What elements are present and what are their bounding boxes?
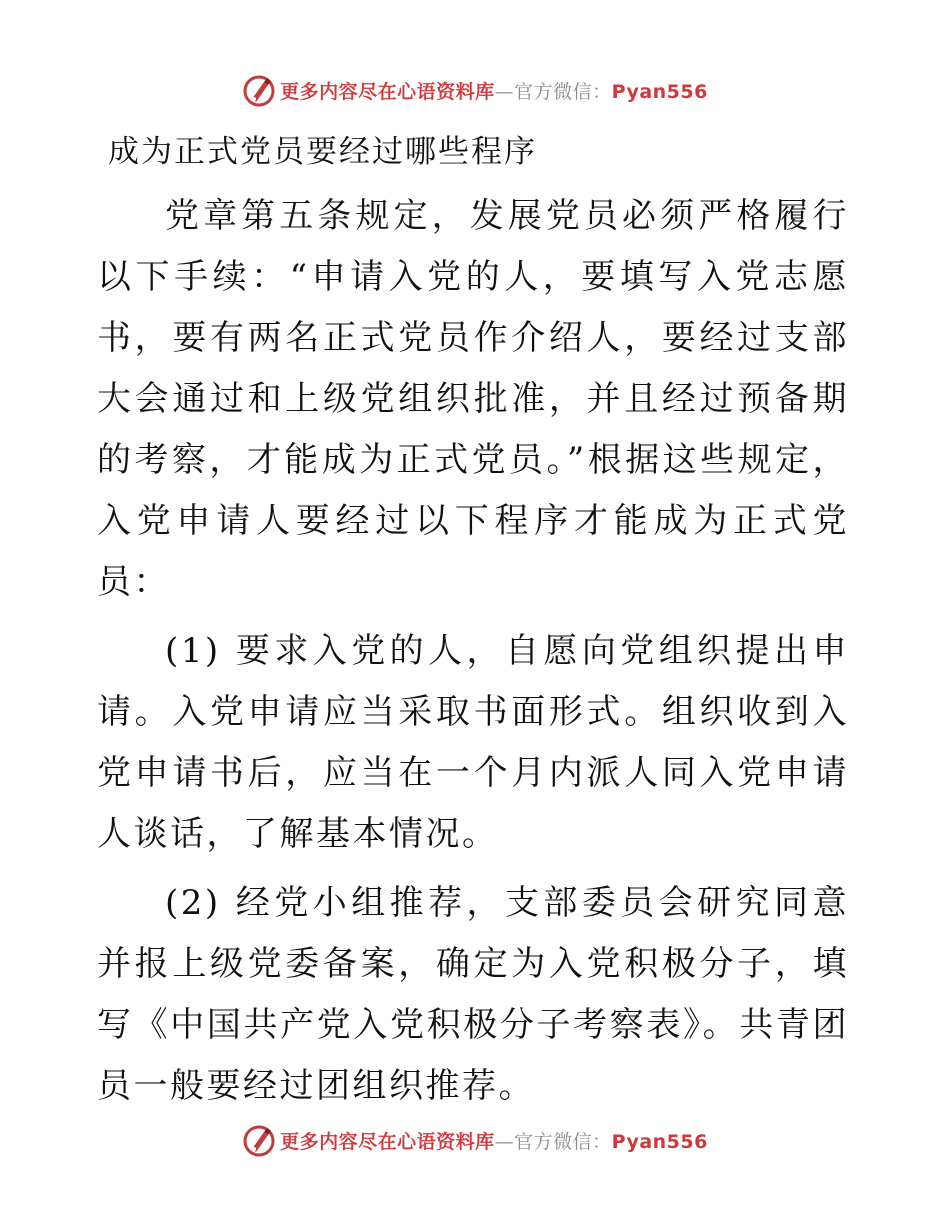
document-body: [97, 186, 849, 1125]
header-wechat-id: Pyan556: [611, 80, 708, 103]
footer-banner: [0, 1120, 950, 1160]
footer-wechat-label: 官方微信：: [514, 1130, 612, 1153]
paragraph-step-1: (1) 要求入党的人，自愿向党组织提出申请。入党申请应当采取书面形式。组织收到入党申请书后，应当在一个月内派人同入党申请人谈话，了解基本情况。: [97, 631, 849, 854]
document-title: 成为正式党员要经过哪些程序: [108, 134, 537, 170]
footer-brand: 更多内容尽在心语资料库: [280, 1130, 495, 1153]
header-brand: 更多内容尽在心语资料库: [280, 80, 495, 103]
footer-banner-text: [280, 1127, 708, 1154]
paragraph-intro: 党章第五条规定，发展党员必须严格履行以下手续：“申请入党的人，要填写入党志愿书，要有两名正式党员作介绍人，要经过支部大会通过和上级党组织批准，并且经过预备期的考察，才能成为正式党员。”根据这些规定，入党申请人要经过以下程序才能成为正式党员：: [97, 196, 849, 602]
header-dash: —: [494, 80, 515, 103]
footer-wechat-id: Pyan556: [611, 1130, 708, 1153]
header-wechat-label: 官方微信：: [514, 80, 612, 103]
pen-logo-icon: [242, 1123, 276, 1157]
header-banner: [0, 70, 950, 110]
header-banner-text: [280, 77, 708, 104]
pen-logo-icon: [242, 73, 276, 107]
footer-dash: —: [494, 1130, 515, 1153]
paragraph-step-2: (2) 经党小组推荐，支部委员会研究同意并报上级党委备案，确定为入党积极分子，填写《中国共产党入党积极分子考察表》。共青团员一般要经过团组织推荐。: [97, 883, 849, 1106]
